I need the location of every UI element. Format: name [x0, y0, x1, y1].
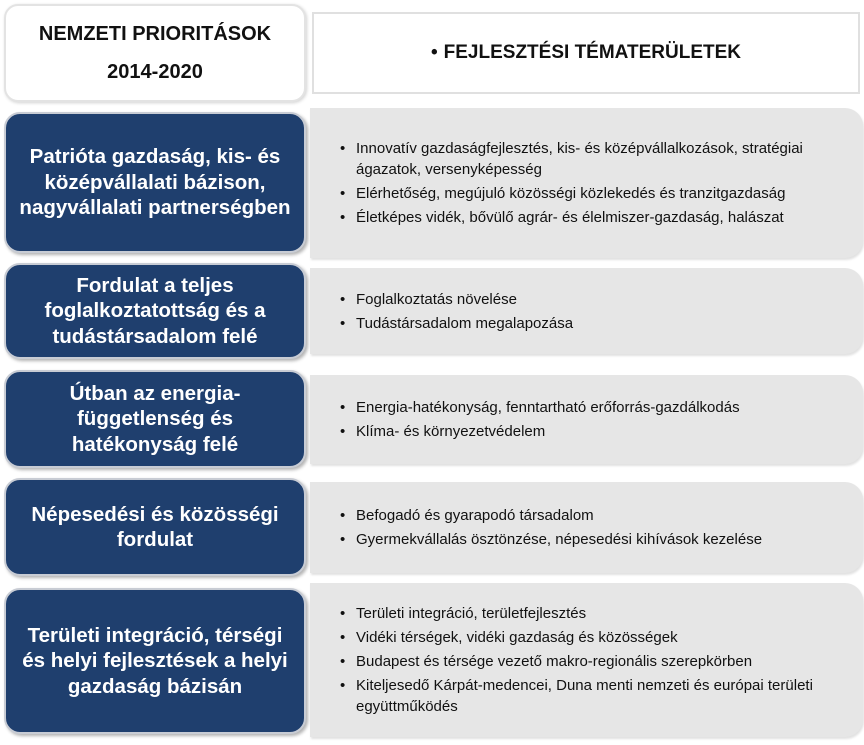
topic-list [340, 505, 762, 550]
topic-item: • Innovatív gazdaságfejlesztés, kis- és középvállalkozások, stratégiai ágazatok, versenyképesség [340, 138, 849, 180]
topic-item: • Befogadó és gyarapodó társadalom [340, 505, 762, 526]
priority-label: Patrióta gazdaság, kis- és középvállalati bázison, nagyvállalati partnerségben [19, 145, 291, 220]
priority-box [4, 370, 306, 468]
header-left-title: NEMZETI PRIORITÁSOK [38, 23, 272, 45]
header-national-priorities [4, 4, 306, 102]
topic-list [340, 138, 849, 228]
priority-box [4, 112, 306, 253]
header-right-title: FEJLESZTÉSI TÉMATERÜLETEK [443, 42, 741, 63]
header-left-period: 2014-2020 [107, 61, 203, 83]
topic-panel [310, 268, 863, 354]
topic-item: • Vidéki térségek, vidéki gazdaság és közösségek [340, 627, 849, 648]
priority-box [4, 478, 306, 576]
header-bullet: • [431, 42, 438, 63]
priority-label: Népesedési és közösségi fordulat [31, 502, 279, 551]
topic-item: • Gyermekvállalás ösztönzése, népesedési kihívások kezelése [340, 529, 762, 550]
topic-item: • Kiteljesedő Kárpát-medencei, Duna menti nemzeti és európai területi együttműködés [340, 675, 849, 717]
topic-panel [310, 482, 863, 573]
priority-label: Útban az energia-függetlenség és hatékonyság felé [69, 381, 241, 456]
topic-item: • Klíma- és környezetvédelem [340, 421, 740, 442]
priority-box [4, 263, 306, 359]
topic-list [340, 603, 849, 717]
topic-item: • Területi integráció, területfejlesztés [340, 603, 849, 624]
topic-item: • Tudástársadalom megalapozása [340, 313, 573, 334]
topic-item: • Elérhetőség, megújuló közösségi közlekedés és tranzitgazdaság [340, 183, 849, 204]
topic-panel [310, 108, 863, 258]
topic-item: • Energia-hatékonyság, fenntartható erőforrás-gazdálkodás [340, 397, 740, 418]
topic-panel [310, 375, 863, 464]
topic-item: • Életképes vidék, bővülő agrár- és élelmiszer-gazdaság, halászat [340, 207, 849, 228]
topic-panel [310, 583, 863, 737]
header-development-areas [312, 12, 860, 94]
priority-label: Területi integráció, térségi és helyi fejlesztések a helyi gazdaság bázisán [22, 623, 288, 698]
priority-box [4, 588, 306, 734]
topic-item: • Budapest és térsége vezető makro-regionális szerepkörben [340, 651, 849, 672]
priority-label: Fordulat a teljes foglalkoztatottság és a tudástársadalom felé [44, 273, 266, 348]
topic-list [340, 289, 573, 334]
topic-item: • Foglalkoztatás növelése [340, 289, 573, 310]
topic-list [340, 397, 740, 442]
